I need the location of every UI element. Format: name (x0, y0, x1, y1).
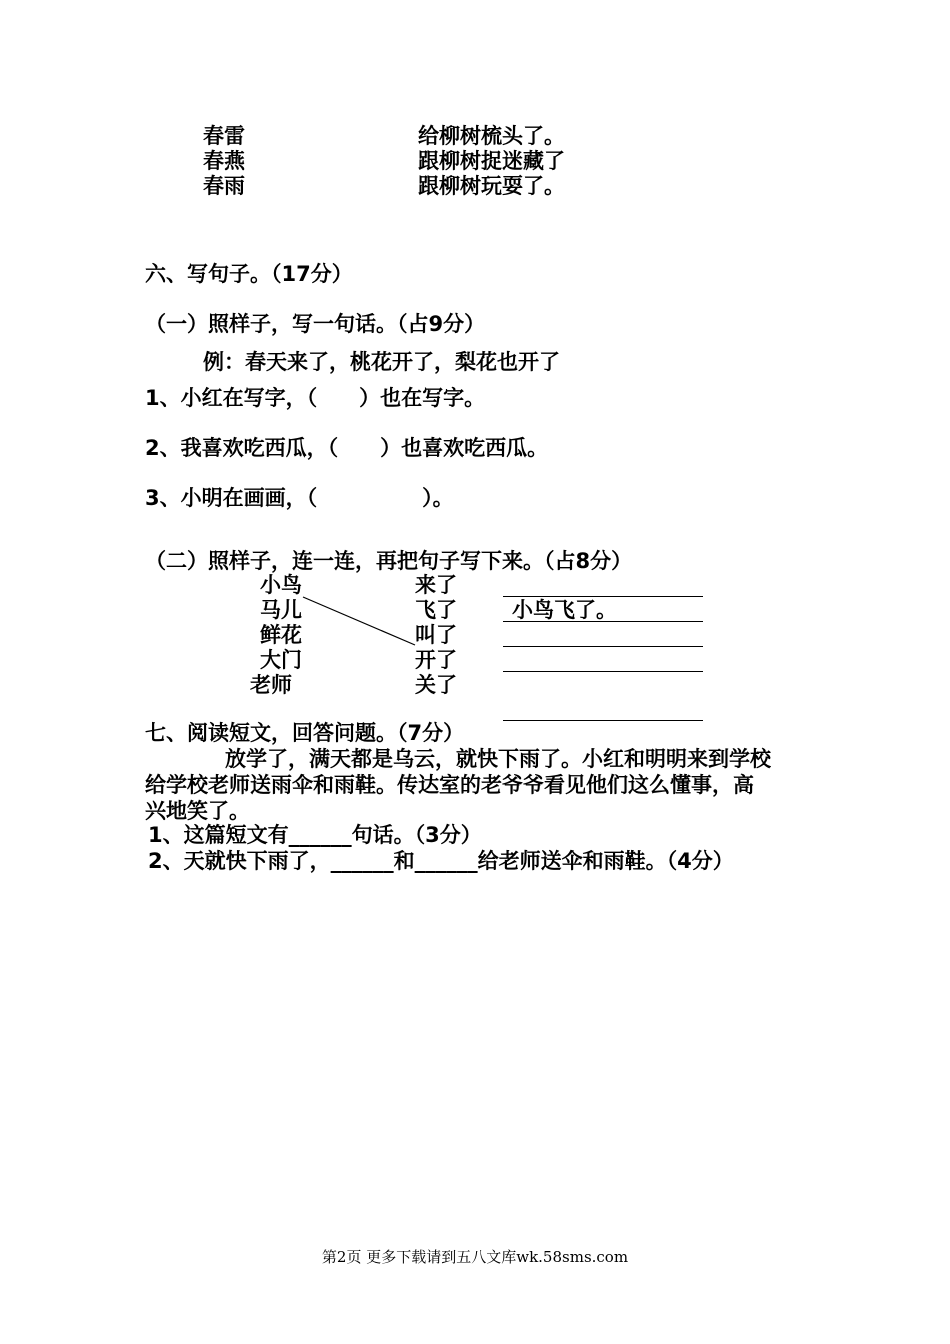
verb-5: 关了 (415, 673, 457, 697)
section6-q1: 1、小红在写字，（ ）也在写字。 (145, 386, 486, 410)
passage-line-2: 给学校老师送雨伞和雨鞋。传达室的老爷爷看见他们这么懂事，高 (145, 773, 754, 797)
section6-example: 例：春天来了，桃花开了，梨花也开了 (203, 350, 560, 374)
page-footer: 第2页 更多下载请到五八文库wk.58sms.com (321, 1248, 629, 1266)
match-left-1: 春雷 (203, 124, 245, 148)
match-right-2: 跟柳树捉迷藏了 (418, 149, 565, 173)
match-right-1: 给柳树梳头了。 (418, 124, 565, 148)
verb-3: 叫了 (415, 623, 457, 647)
subject-1: 小鸟 (260, 573, 302, 597)
verb-4: 开了 (415, 648, 457, 672)
section6-part1-title: （一）照样子，写一句话。（占9分） (145, 312, 486, 336)
answer-line-5 (503, 720, 703, 721)
verb-1: 来了 (415, 573, 457, 597)
section7-q1: 1、这篇短文有______句话。（3分） (148, 823, 482, 847)
section6-q2: 2、我喜欢吃西瓜，（ ）也喜欢吃西瓜。 (145, 436, 549, 460)
passage-line-3: 兴地笑了。 (145, 799, 250, 823)
answer-line-4 (503, 671, 703, 672)
section7-q2: 2、天就快下雨了，______和______给老师送伞和雨鞋。（4分） (148, 849, 734, 873)
section6-title: 六、写句子。（17分） (145, 262, 353, 286)
example-answer: 小鸟飞了。 (512, 598, 617, 622)
subject-4: 大门 (260, 648, 302, 672)
match-right-3: 跟柳树玩耍了。 (418, 174, 565, 198)
match-left-3: 春雨 (203, 174, 245, 198)
verb-2: 飞了 (415, 598, 457, 622)
subject-2: 马儿 (260, 598, 302, 622)
section7-title: 七、阅读短文，回答问题。（7分） (145, 721, 465, 745)
passage-line-1: 放学了，满天都是乌云，就快下雨了。小红和明明来到学校 (225, 747, 771, 771)
match-left-2: 春燕 (203, 149, 245, 173)
subject-5: 老师 (250, 673, 292, 697)
subject-3: 鲜花 (260, 623, 302, 647)
section6-q3: 3、小明在画画，（ ）。 (145, 486, 454, 510)
answer-line-2 (503, 621, 703, 622)
section6-part2-title: （二）照样子，连一连，再把句子写下来。（占8分） (145, 549, 633, 573)
answer-line-3 (503, 646, 703, 647)
